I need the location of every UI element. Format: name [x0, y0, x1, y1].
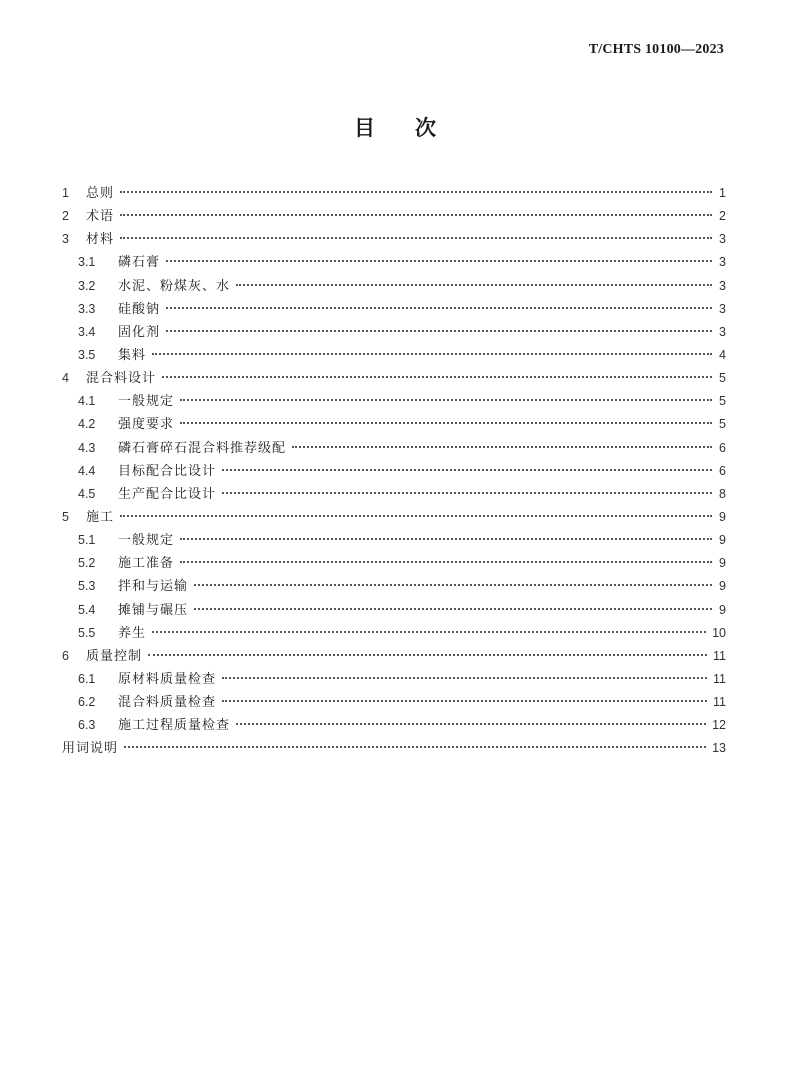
toc-number: 1 — [62, 186, 69, 200]
toc-leader — [222, 492, 712, 494]
toc-page-number: 2 — [719, 209, 726, 224]
toc-title: 目标配合比设计 — [118, 463, 217, 479]
toc-entry-5-5[interactable] — [62, 622, 726, 645]
toc-number: 5.2 — [78, 556, 96, 571]
toc-page-number: 12 — [712, 718, 726, 733]
toc-number: 6.1 — [78, 671, 96, 686]
toc-leader — [152, 631, 706, 633]
toc-leader — [152, 353, 712, 355]
toc-number: 4.3 — [78, 440, 96, 455]
toc-leader — [120, 515, 712, 517]
toc-page-number: 3 — [719, 324, 726, 339]
toc-page-number: 5 — [719, 394, 726, 409]
toc-page-number: 9 — [719, 509, 726, 524]
toc-title: 养生 — [118, 625, 147, 641]
toc-title: 磷石膏碎石混合料推荐级配 — [118, 440, 287, 456]
toc-number: 3.4 — [78, 324, 96, 339]
toc-page-number: 5 — [719, 371, 726, 386]
toc-leader — [124, 746, 706, 748]
toc-title: 质量控制 — [86, 648, 143, 664]
toc-leader — [166, 307, 712, 309]
toc-entry-4-2[interactable] — [62, 413, 726, 436]
page-title: 目次 — [354, 115, 476, 140]
toc-title: 一般规定 — [118, 394, 175, 410]
toc-number: 5 — [62, 509, 69, 524]
toc-title: 集料 — [118, 347, 147, 363]
toc-entry-3-5[interactable] — [62, 344, 726, 367]
toc-entry-2[interactable] — [62, 205, 726, 228]
toc-number: 4.2 — [78, 417, 96, 432]
toc-leader — [162, 376, 712, 378]
toc-title: 术语 — [86, 209, 115, 225]
table-of-contents — [62, 182, 726, 761]
toc-number: 4 — [62, 371, 69, 386]
toc-title: 总则 — [86, 186, 115, 201]
toc-page-number: 5 — [719, 417, 726, 432]
toc-leader — [292, 446, 712, 448]
toc-number: 6.3 — [78, 718, 96, 733]
toc-leader — [194, 608, 712, 610]
toc-title: 施工 — [86, 509, 115, 525]
toc-entry-5-1[interactable] — [62, 529, 726, 552]
toc-leader — [180, 399, 712, 401]
toc-title: 混合料设计 — [86, 371, 157, 387]
toc-title: 施工过程质量检查 — [118, 718, 231, 734]
toc-number: 6 — [62, 648, 69, 663]
toc-entry-4-1[interactable] — [62, 390, 726, 413]
toc-number: 4.4 — [78, 463, 96, 478]
toc-number: 4.1 — [78, 394, 96, 409]
toc-entry-4-4[interactable] — [62, 460, 726, 483]
toc-page-number: 3 — [719, 301, 726, 316]
toc-entry-3-2[interactable] — [62, 275, 726, 298]
toc-page-number: 8 — [719, 486, 726, 501]
toc-number: 3.2 — [78, 278, 96, 293]
toc-page-number: 13 — [712, 741, 726, 756]
toc-leader — [222, 469, 712, 471]
toc-page-number: 10 — [712, 625, 726, 640]
toc-entry-6-2[interactable] — [62, 691, 726, 714]
toc-leader — [236, 284, 712, 286]
toc-number: 5.3 — [78, 579, 96, 594]
toc-page-number: 9 — [719, 556, 726, 571]
toc-title: 材料 — [86, 232, 115, 248]
toc-entry-5-3[interactable] — [62, 575, 726, 598]
toc-entry-6-3[interactable] — [62, 714, 726, 737]
toc-title: 硅酸钠 — [118, 301, 161, 317]
toc-page-number: 3 — [719, 278, 726, 293]
toc-entry-4[interactable] — [62, 367, 726, 390]
toc-page-number: 11 — [713, 648, 726, 663]
toc-leader — [120, 237, 712, 239]
toc-entry-3[interactable] — [62, 228, 726, 251]
toc-leader — [194, 584, 712, 586]
toc-number: 5.1 — [78, 533, 96, 548]
toc-title: 一般规定 — [118, 533, 175, 549]
toc-title: 强度要求 — [118, 417, 175, 433]
toc-page-number: 11 — [713, 671, 726, 686]
toc-leader — [180, 561, 712, 563]
toc-entry-6-1[interactable] — [62, 668, 726, 691]
toc-title: 混合料质量检查 — [118, 695, 217, 711]
standard-code: T/CHTS 10100—2023 — [588, 42, 724, 57]
toc-number: 6.2 — [78, 695, 96, 710]
toc-page-number: 6 — [719, 463, 726, 478]
toc-entry-5[interactable] — [62, 506, 726, 529]
toc-number: 5.5 — [78, 625, 96, 640]
toc-page-number: 3 — [719, 232, 726, 247]
toc-number: 4.5 — [78, 486, 96, 501]
toc-title: 用词说明 — [62, 741, 119, 757]
toc-number: 3 — [62, 232, 69, 247]
toc-page-number: 9 — [719, 579, 726, 594]
toc-leader — [120, 191, 712, 193]
toc-leader — [148, 654, 707, 656]
toc-entry-wording-explanation[interactable] — [62, 737, 726, 760]
toc-title: 固化剂 — [118, 324, 161, 340]
toc-entry-4-3[interactable] — [62, 437, 726, 460]
toc-title: 原材料质量检查 — [118, 671, 217, 687]
toc-title: 磷石膏 — [118, 255, 161, 271]
toc-entry-5-2[interactable] — [62, 552, 726, 575]
toc-number: 3.1 — [78, 255, 96, 270]
toc-entry-3-3[interactable] — [62, 298, 726, 321]
toc-title: 生产配合比设计 — [118, 486, 217, 502]
toc-number: 5.4 — [78, 602, 96, 617]
toc-page-number: 1 — [719, 186, 726, 200]
toc-entry-1[interactable] — [62, 182, 726, 205]
toc-number: 3.5 — [78, 347, 96, 362]
toc-number: 3.3 — [78, 301, 96, 316]
toc-leader — [166, 330, 712, 332]
toc-title: 施工准备 — [118, 556, 175, 572]
toc-title: 水泥、粉煤灰、水 — [118, 278, 231, 294]
toc-page-number: 4 — [719, 347, 726, 362]
toc-page-number: 3 — [719, 255, 726, 270]
toc-leader — [236, 723, 706, 725]
toc-entry-3-4[interactable] — [62, 321, 726, 344]
toc-number: 2 — [62, 209, 69, 224]
toc-leader — [180, 538, 712, 540]
toc-entry-3-1[interactable] — [62, 251, 726, 274]
toc-page-number: 11 — [713, 695, 726, 710]
toc-leader — [120, 214, 712, 216]
toc-page-number: 9 — [719, 602, 726, 617]
toc-entry-6[interactable] — [62, 645, 726, 668]
toc-leader — [180, 422, 712, 424]
toc-entry-5-4[interactable] — [62, 599, 726, 622]
toc-page-number: 9 — [719, 533, 726, 548]
toc-title: 拌和与运输 — [118, 579, 189, 595]
toc-leader — [222, 677, 707, 679]
toc-page-number: 6 — [719, 440, 726, 455]
toc-title: 摊铺与碾压 — [118, 602, 189, 618]
toc-leader — [166, 260, 712, 262]
toc-leader — [222, 700, 707, 702]
toc-entry-4-5[interactable] — [62, 483, 726, 506]
